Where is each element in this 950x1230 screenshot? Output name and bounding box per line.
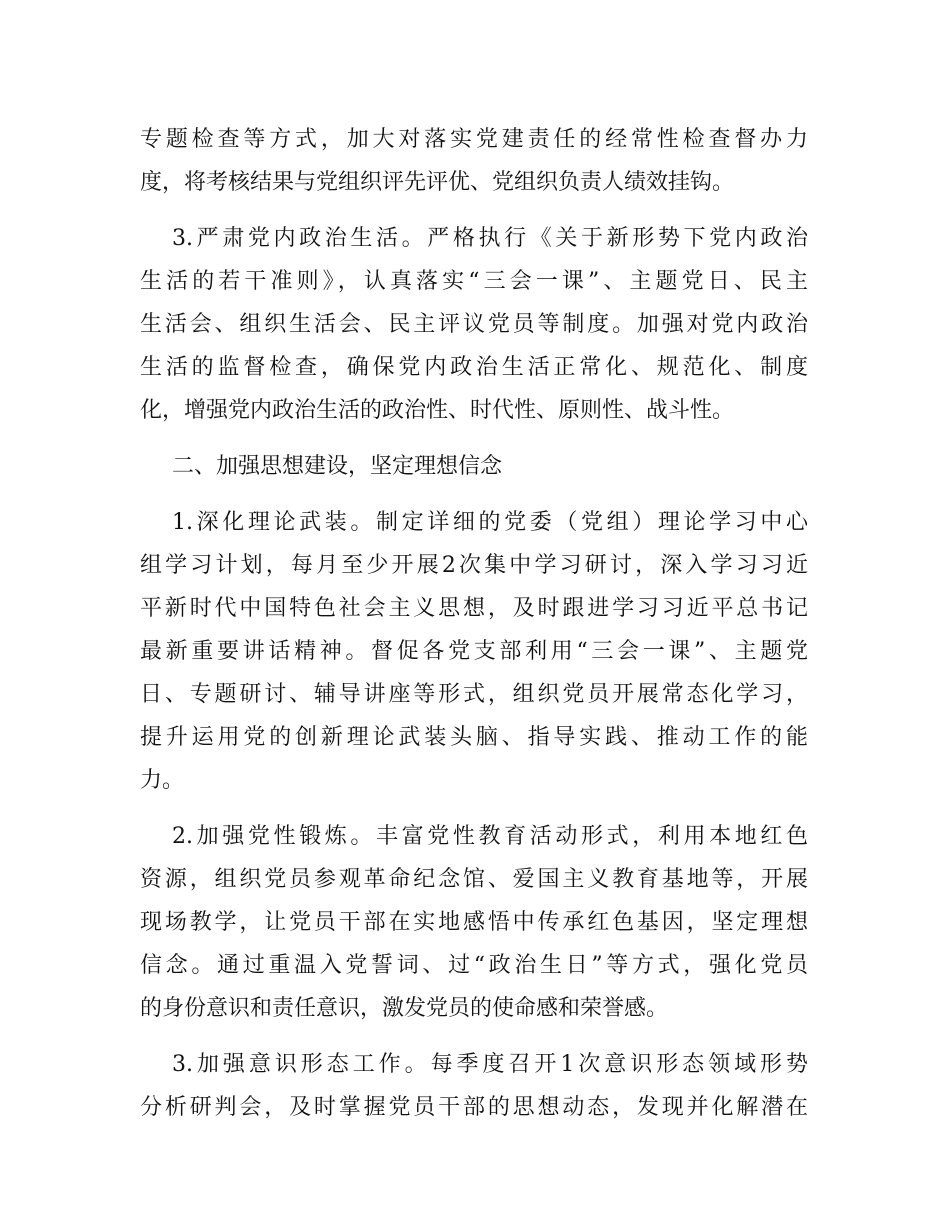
paragraph-ideology-work xyxy=(140,1043,808,1129)
text-line: 资源，组织党员参观革命纪念馆、爱国主义教育基地等，开展 xyxy=(140,867,808,892)
paragraph-political-life xyxy=(140,217,808,432)
text-line: 1.深化理论武装。制定详细的党委（党组）理论学习中心 xyxy=(172,510,808,535)
paragraph-theory-armament xyxy=(140,501,808,802)
text-line: 专题检查等方式，加大对落实党建责任的经常性检查督办力 xyxy=(140,127,808,152)
text-line: 分析研判会，及时掌握党员干部的思想动态，发现并化解潜在 xyxy=(140,1095,808,1120)
text-line: 3.严肃党内政治生活。严格执行《关于新形势下党内政治 xyxy=(172,226,808,251)
text-line: 度，将考核结果与党组织评先评优、党组织负责人绩效挂钩。 xyxy=(140,170,735,195)
text-line: 日、专题研讨、辅导讲座等形式，组织党员开展常态化学习， xyxy=(140,682,808,707)
text-line: 现场教学，让党员干部在实地感悟中传承红色基因，坚定理想 xyxy=(140,910,808,935)
heading-text: 二、加强思想建设，坚定理想信念 xyxy=(172,454,503,479)
paragraph-party-building-responsibility xyxy=(140,118,808,204)
text-line: 提升运用党的创新理论武装头脑、指导实践、推动工作的能 xyxy=(140,725,808,750)
text-line: 生活的若干准则》，认真落实“三会一课”、主题党日、民主 xyxy=(140,269,808,294)
text-line: 力。 xyxy=(140,768,185,793)
text-line: 2.加强党性锻炼。丰富党性教育活动形式，利用本地红色 xyxy=(172,824,808,849)
text-line: 3.加强意识形态工作。每季度召开1次意识形态领域形势 xyxy=(172,1052,808,1077)
document-page xyxy=(140,118,808,1142)
section-heading xyxy=(140,445,808,488)
text-line: 的身份意识和责任意识，激发党员的使命感和荣誉感。 xyxy=(140,996,669,1021)
paragraph-party-spirit xyxy=(140,815,808,1030)
text-line: 信念。通过重温入党誓词、过“政治生日”等方式，强化党员 xyxy=(140,953,808,978)
text-line: 生活的监督检查，确保党内政治生活正常化、规范化、制度 xyxy=(140,355,808,380)
text-line: 最新重要讲话精神。督促各党支部利用“三会一课”、主题党 xyxy=(140,639,808,664)
text-line: 生活会、组织生活会、民主评议党员等制度。加强对党内政治 xyxy=(140,312,808,337)
text-line: 组学习计划，每月至少开展2次集中学习研讨，深入学习习近 xyxy=(140,553,808,578)
text-line: 化，增强党内政治生活的政治性、时代性、原则性、战斗性。 xyxy=(140,398,735,423)
text-line: 平新时代中国特色社会主义思想，及时跟进学习习近平总书记 xyxy=(140,596,808,621)
